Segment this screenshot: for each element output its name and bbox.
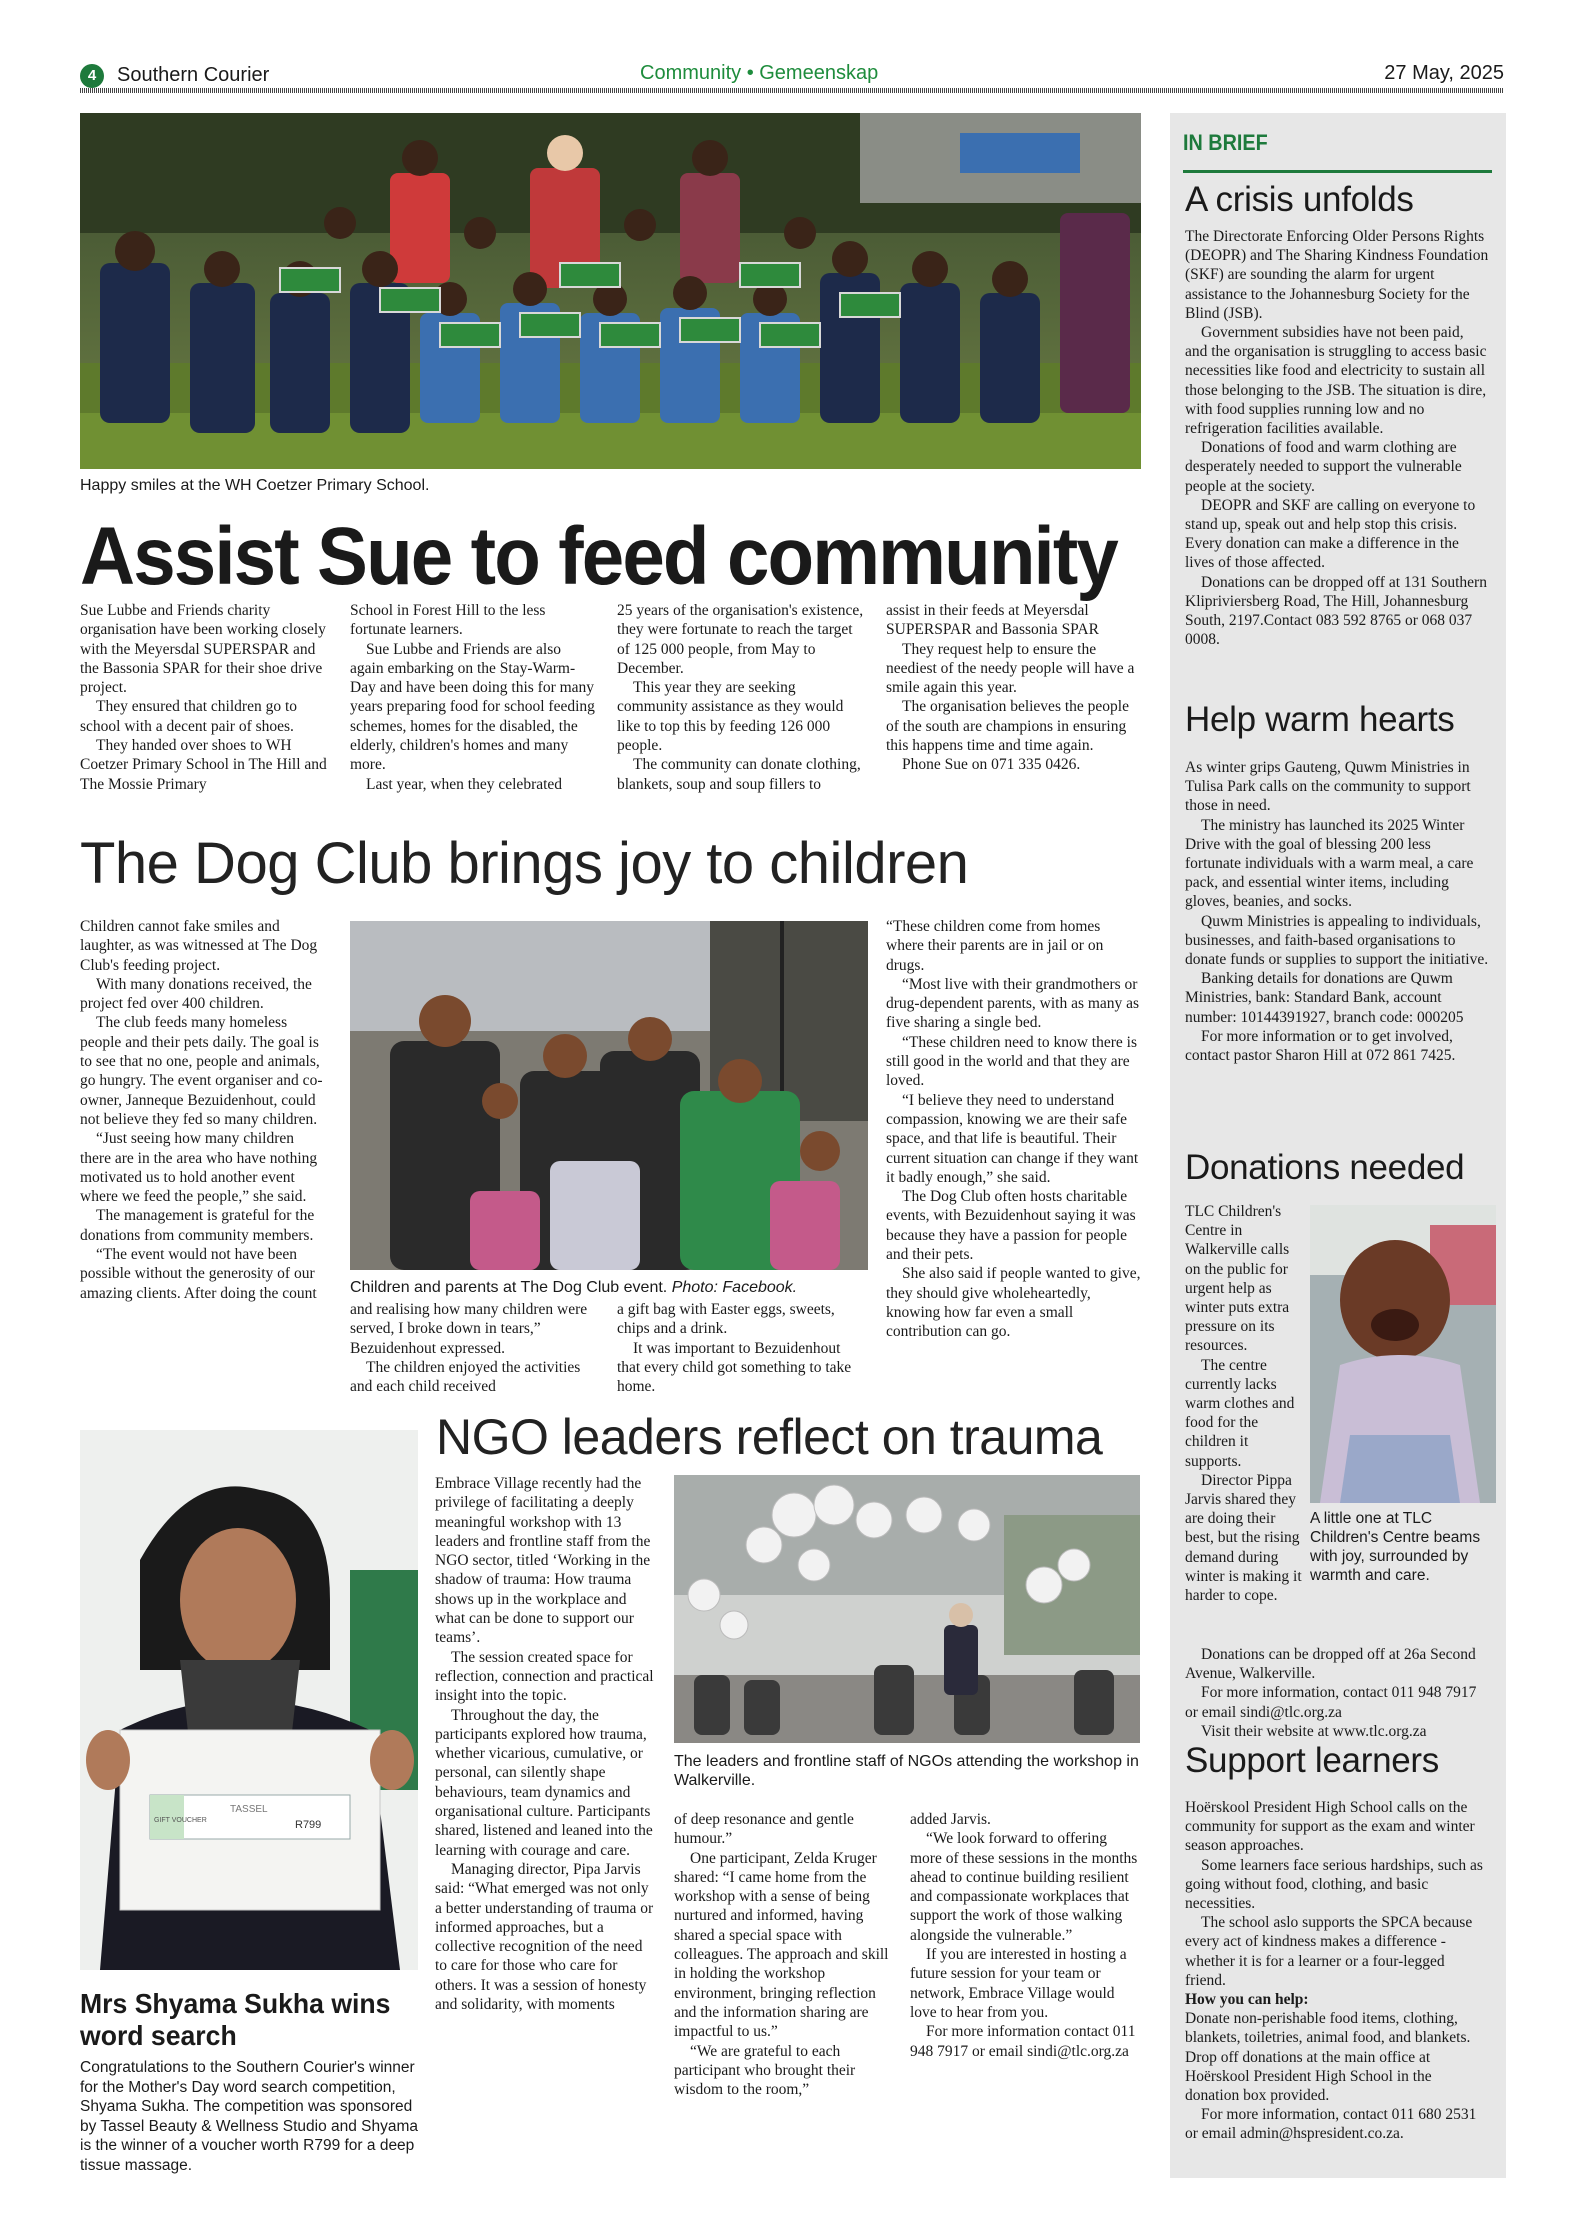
paragraph: Donate non-perishable food items, clothing, blankets, toiletries, animal food, and blankets. Drop off donations at the main office at Hoërskool President High School in the donation box provided.: [1185, 2010, 1471, 2105]
ngo-workshop-photo: [674, 1475, 1140, 1743]
paragraph: Children cannot fake smiles and laughter, as was witnessed at The Dog Club's feeding project.: [80, 918, 318, 974]
paragraph: They handed over shoes to WH Coetzer Primary School in The Hill and The Mossie Primary: [80, 737, 327, 793]
paragraph: Director Pippa Jarvis shared they are doing their best, but the rising demand during winter is making it harder to cope.: [1185, 1471, 1302, 1605]
help-label: How you can help:: [1185, 1991, 1309, 2009]
paragraph: They request help to ensure the neediest of the needy people will have a smile again this year.: [886, 640, 1135, 697]
school-children-illustration: [80, 113, 1141, 469]
paragraph: and realising how many children were served, I broke down in tears,” Bezuidenhout expressed.: [350, 1301, 588, 1357]
paragraph: “These children need to know there is still good in the world and that they are loved.: [886, 1033, 1137, 1090]
paragraph: With many donations received, the project fed over 400 children.: [80, 975, 312, 1013]
paragraph: “We look forward to offering more of these sessions in the months ahead to continue building resilient and compassionate workplaces that support the work of those walking alongside the vulnerable.”: [910, 1830, 1138, 1944]
ngo-column-3: [910, 1810, 1140, 2061]
assist-sue-headline: Assist Sue to feed community: [80, 511, 1117, 602]
paragraph: Donations of food and warm clothing are desperately needed to support the vulnerable people at the society.: [1185, 439, 1462, 495]
paragraph: The club feeds many homeless people and their pets daily. The goal is to see that no one, people and animals, go hungry. The event organiser and co-owner, Janneque Bezuidenhout, could not believe they fed so many children.: [80, 1014, 323, 1128]
paragraph: “We are grateful to each participant who brought their wisdom to the room,”: [674, 2042, 856, 2099]
paragraph: The ministry has launched its 2025 Winter Drive with the goal of blessing 200 less fortunate individuals with a warm meal, a care pack, and essential winter items, including gloves, beanies, and socks.: [1185, 816, 1474, 911]
paragraph: She also said if people wanted to give, they should give wholeheartedly, knowing how far even a small contribution can go.: [886, 1265, 1141, 1341]
baby-photo-caption: A little one at TLC Children's Centre beams with joy, surrounded by warmth and care.: [1310, 1510, 1481, 1584]
dog-club-column-3: [617, 1300, 867, 1396]
school-photo-caption: Happy smiles at the WH Coetzer Primary School.: [80, 477, 430, 494]
paragraph: “The event would not have been possible without the generosity of our amazing clients. After doing the count: [80, 1246, 317, 1302]
brief-headline-support-learners: Support learners: [1185, 1741, 1439, 1780]
dog-club-headline: The Dog Club brings joy to children: [80, 831, 969, 896]
paragraph: Sue Lubbe and Friends charity organisation have been working closely with the Meyersdal SUPERSPAR and the Bassonia SPAR for their shoe drive project.: [80, 602, 326, 697]
ngo-workshop-illustration: [674, 1475, 1140, 1743]
brief-headline-donations: Donations needed: [1185, 1148, 1465, 1187]
paragraph: For more information, contact 011 680 2531 or email admin@hspresident.co.za.: [1185, 2106, 1477, 2143]
brief-body-crisis: [1185, 227, 1489, 649]
dog-club-column-1: [80, 917, 328, 1303]
brief-body-warm-hearts: [1185, 758, 1489, 1065]
paragraph: “Just seeing how many children there are in the area who have nothing motivated us to hold another event where we feed the people,” she said.: [80, 1130, 318, 1206]
paragraph: For more information contact 011 948 7917 or email sindi@tlc.org.za: [910, 2023, 1136, 2060]
paragraph: Sue Lubbe and Friends are also again embarking on the Stay-Warm-Day and have been doing this for many years preparing food for school feeding schemes, homes for the disabled, the elderly, children's homes and many more.: [350, 640, 595, 774]
photo-credit: Photo: Facebook.: [671, 1279, 798, 1296]
paragraph: The Dog Club often hosts charitable events, with Bezuidenhout saying it was because they have a passion for people and their pets.: [886, 1188, 1136, 1264]
paragraph: Donations can be dropped off at 131 Southern Klipriviersberg Road, The Hill, Johannesburg South, 2197.Contact 083 592 8765 or 068 037 0008.: [1185, 573, 1487, 649]
ngo-photo-caption: The leaders and frontline staff of NGOs attending the workshop in Walkerville.: [674, 1753, 1139, 1789]
brief-body-donations-narrow: [1185, 1202, 1303, 1605]
voucher-label: GIFT VOUCHER: [154, 1817, 207, 1824]
winner-photo: [80, 1430, 418, 1970]
paragraph: assist in their feeds at Meyersdal SUPERSPAR and Bassonia SPAR: [886, 602, 1099, 639]
brief-body-support-learners: [1185, 1798, 1489, 2144]
brief-headline-crisis: A crisis unfolds: [1185, 180, 1414, 219]
assist-column-2: [350, 601, 595, 794]
paragraph: The Directorate Enforcing Older Persons Rights (DEOPR) and The Sharing Kindness Foundation (SKF) are sounding the alarm for urgent assistance to the Johannesburg Society for the Blind (JSB).: [1185, 228, 1489, 322]
dog-club-caption: [350, 1278, 797, 1297]
page-number: 4: [80, 64, 104, 88]
winner-headline: Mrs Shyama Sukha wins word search: [80, 1988, 391, 2051]
paragraph: “I believe they need to understand compassion, knowing we are their safe space, and that life is beautiful. Their current situation can change if they want it badly enough,” she said.: [886, 1091, 1139, 1186]
paragraph: Quwm Ministries is appealing to individuals, businesses, and faith-based organisations to donate funds or supplies to support the initiative.: [1185, 912, 1489, 969]
dog-club-event-photo: [350, 921, 868, 1270]
assist-column-1: [80, 601, 330, 794]
voucher-value: R799: [295, 1819, 322, 1831]
paragraph: The school aslo supports the SPCA because every act of kindness makes a difference - whether it is for a learner or a four-legged friend.: [1185, 1914, 1473, 1989]
assist-column-4: [886, 601, 1142, 775]
paragraph: For more information or to get involved, contact pastor Sharon Hill at 072 861 7425.: [1185, 1027, 1456, 1065]
paragraph: of deep resonance and gentle humour.”: [674, 1811, 854, 1848]
paragraph: Phone Sue on 071 335 0426.: [902, 756, 1081, 774]
winner-body: Congratulations to the Southern Courier's winner for the Mother's Day word search competition, Shyama Sukha. The competition was sponsored by Tassel Beauty & Wellness Studio and Shyama is the winner of a voucher worth R799 for a deep tissue massage.: [80, 2059, 419, 2174]
paragraph: They ensured that children go to school with a decent pair of shoes.: [80, 698, 298, 735]
paragraph: Visit their website at www.tlc.org.za: [1201, 1722, 1427, 1740]
paragraph: The session created space for reflection, connection and practical insight into the topic.: [435, 1648, 654, 1705]
in-brief-label: IN BRIEF: [1183, 130, 1268, 155]
paragraph: The organisation believes the people of the south are champions in ensuring this happens time and time again.: [886, 698, 1129, 755]
issue-date: 27 May, 2025: [1384, 62, 1504, 84]
brief-body-donations: [1185, 1645, 1489, 1741]
paragraph: Throughout the day, the participants explored how trauma, whether vicarious, cumulative, or personal, can silently shape behaviours, team dynamics and organisational culture. Participants shared, listened and leaned into the learning with courage and care.: [435, 1706, 653, 1859]
ngo-column-1: [435, 1474, 655, 2014]
assist-column-3: [617, 601, 867, 794]
paragraph: The community can donate clothing, blankets, soup and soup fillers to: [617, 756, 861, 793]
paragraph: Hoërskool President High School calls on the community for support as the exam and winter season approaches.: [1185, 1799, 1475, 1855]
paragraph: School in Forest Hill to the less fortunate learners.: [350, 602, 546, 639]
winner-illustration: [80, 1430, 418, 1970]
paragraph: If you are interested in hosting a future session for your team or network, Embrace Village would love to hear from you.: [910, 1946, 1127, 2021]
brief-headline-warm-hearts: Help warm hearts: [1185, 700, 1455, 739]
in-brief-rule: [1183, 170, 1492, 173]
paragraph: Embrace Village recently had the privilege of facilitating a deeply meaningful workshop with 13 leaders and frontline staff from the NGO sector, titled ‘Working in the shadow of trauma: How trauma shows up in the workplace and what can be done to support our teams’.: [435, 1475, 651, 1647]
paragraph: 25 years of the organisation's existence, they were fortunate to reach the target of 125 000 people, from May to December.: [617, 602, 864, 677]
paragraph: One participant, Zelda Kruger shared: “I came home from the workshop with a sense of being nurtured and informed, having shared a special space with colleagues. The approach and skill in holding the workshop environment, bringing reflection and the information sharing are impactful to us.”: [674, 1849, 889, 2041]
dog-club-column-2: [350, 1300, 600, 1396]
paragraph: Banking details for donations are Quwm Ministries, bank: Standard Bank, account number: 10144391927, branch code: 000205: [1185, 970, 1464, 1026]
paragraph: Managing director, Pipa Jarvis said: “What emerged was not only a better understanding of trauma or informed approaches, but a collective recognition of the need to care for those who care for others. It was a session of honesty and solidarity, with moments: [435, 1860, 654, 2014]
ngo-headline: NGO leaders reflect on trauma: [436, 1409, 1103, 1465]
dog-club-column-4: [886, 917, 1142, 1342]
dog-club-illustration: [350, 921, 868, 1270]
paragraph: For more information, contact 011 948 7917 or email sindi@tlc.org.za: [1185, 1684, 1477, 1721]
paragraph: As winter grips Gauteng, Quwm Ministries in Tulisa Park calls on the community to support those in need.: [1185, 759, 1471, 815]
paragraph: It was important to Bezuidenhout that every child got something to take home.: [617, 1339, 852, 1396]
section-name: Community • Gemeenskap: [640, 62, 879, 84]
paragraph: “Most live with their grandmothers or drug-dependent parents, with as many as five sharing a single bed.: [886, 975, 1140, 1032]
paragraph: Some learners face serious hardships, such as going without food, clothing, and basic necessities.: [1185, 1856, 1483, 1913]
voucher-brand: TASSEL: [230, 1804, 268, 1815]
paragraph: Government subsidies have not been paid, and the organisation is struggling to access basic necessities like food and electricity to sustain all those belonging to the JSB. The situation is dire, with food supplies running low and no refrigeration facilities available.: [1185, 324, 1487, 438]
paragraph: a gift bag with Easter eggs, sweets, chips and a drink.: [617, 1301, 835, 1338]
paragraph: The children enjoyed the activities and each child received: [350, 1358, 581, 1396]
paragraph: The centre currently lacks warm clothes and food for the children it supports.: [1185, 1356, 1295, 1470]
paragraph: TLC Children's Centre in Walkerville calls on the public for urgent help as winter puts extra pressure on its resources.: [1185, 1203, 1290, 1355]
paragraph: The management is grateful for the donations from community members.: [80, 1207, 315, 1244]
publication-name: Southern Courier: [117, 64, 270, 86]
caption-text: Children and parents at The Dog Club event.: [350, 1279, 668, 1296]
smiling-baby-photo: [1310, 1205, 1496, 1503]
paragraph: Last year, when they celebrated: [366, 775, 563, 793]
paragraph: This year they are seeking community assistance as they would like to top this by feeding 126 000 people.: [617, 679, 844, 755]
header-rule: [80, 88, 1504, 93]
baby-illustration: [1310, 1205, 1496, 1503]
paragraph: Donations can be dropped off at 26a Second Avenue, Walkerville.: [1185, 1646, 1476, 1683]
paragraph: added Jarvis.: [910, 1811, 991, 1828]
paragraph: “These children come from homes where their parents are in jail or on drugs.: [886, 918, 1104, 974]
school-children-photo: [80, 113, 1141, 469]
paragraph: DEOPR and SKF are calling on everyone to stand up, speak out and help stop this crisis. Every donation can make a difference in the lives of those affected.: [1185, 496, 1476, 572]
ngo-column-2: [674, 1810, 889, 2099]
